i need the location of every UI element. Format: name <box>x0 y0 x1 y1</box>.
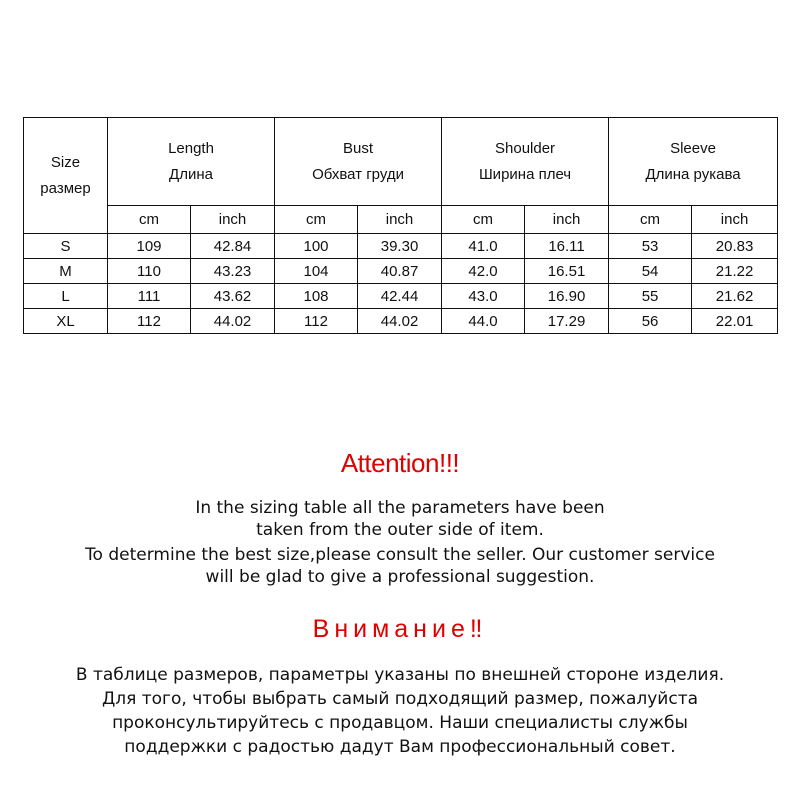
size-chart-table <box>23 117 778 334</box>
value-cell: 112 <box>108 309 191 334</box>
size-column-header <box>24 118 108 234</box>
unit-cell: inch <box>525 206 609 234</box>
value-cell: 108 <box>275 284 358 309</box>
size-cell: L <box>24 284 108 309</box>
sizing-note-ru-line: Для того, чтобы выбрать самый подходящий размер, пожалуйста <box>101 689 699 709</box>
shoulder-group-header <box>442 118 609 206</box>
sizing-note-ru-line: поддержки с радостью дадут Вам профессиональный совет. <box>124 737 676 757</box>
value-cell: 16.90 <box>525 284 609 309</box>
sizing-note-line: In the sizing table all the parameters have been <box>195 498 605 518</box>
size-header-ru: размер <box>40 179 91 197</box>
value-cell: 55 <box>609 284 692 309</box>
value-cell: 42.84 <box>191 234 275 259</box>
value-cell: 20.83 <box>692 234 778 259</box>
sleeve-header-en: Sleeve <box>670 139 716 157</box>
value-cell: 41.0 <box>442 234 525 259</box>
length-header-ru: Длина <box>169 165 213 183</box>
length-group-header <box>108 118 275 206</box>
value-cell: 17.29 <box>525 309 609 334</box>
value-cell: 44.02 <box>358 309 442 334</box>
table-header-row <box>24 118 778 206</box>
value-cell: 40.87 <box>358 259 442 284</box>
table-row <box>24 234 778 259</box>
unit-cell: cm <box>442 206 525 234</box>
value-cell: 104 <box>275 259 358 284</box>
table-row <box>24 284 778 309</box>
bust-header-en: Bust <box>343 139 374 157</box>
shoulder-header-ru: Ширина плеч <box>478 165 572 183</box>
bust-group-header <box>275 118 442 206</box>
sizing-note-en <box>0 497 800 541</box>
attention-heading-ru: Внимание‼ <box>312 615 488 643</box>
value-cell: 56 <box>609 309 692 334</box>
unit-cell: cm <box>108 206 191 234</box>
value-cell: 43.23 <box>191 259 275 284</box>
size-cell: S <box>24 234 108 259</box>
size-cell: XL <box>24 309 108 334</box>
table-row <box>24 309 778 334</box>
unit-cell: inch <box>692 206 778 234</box>
consult-note-line: will be glad to give a professional suggestion. <box>205 567 595 587</box>
value-cell: 100 <box>275 234 358 259</box>
table-row <box>24 259 778 284</box>
sizing-note-line: taken from the outer side of item. <box>256 520 544 540</box>
value-cell: 54 <box>609 259 692 284</box>
size-header-en: Size <box>50 153 81 171</box>
value-cell: 43.62 <box>191 284 275 309</box>
sleeve-header-ru: Длина рукава <box>645 165 741 183</box>
consult-note-en <box>0 544 800 588</box>
value-cell: 111 <box>108 284 191 309</box>
sizing-note-ru-line: проконсультируйтесь с продавцом. Наши специалисты службы <box>112 713 688 733</box>
sizing-note-ru-line: В таблице размеров, параметры указаны по внешней стороне изделия. <box>75 665 725 685</box>
unit-cell: inch <box>358 206 442 234</box>
value-cell: 16.11 <box>525 234 609 259</box>
unit-cell: cm <box>275 206 358 234</box>
value-cell: 44.0 <box>442 309 525 334</box>
consult-note-line: To determine the best size,please consult the seller. Our customer service <box>85 545 715 565</box>
value-cell: 21.62 <box>692 284 778 309</box>
value-cell: 22.01 <box>692 309 778 334</box>
sleeve-group-header <box>609 118 778 206</box>
shoulder-header-en: Shoulder <box>495 139 556 157</box>
bust-header-ru: Обхват груди <box>312 165 404 183</box>
unit-cell: cm <box>609 206 692 234</box>
value-cell: 112 <box>275 309 358 334</box>
value-cell: 44.02 <box>191 309 275 334</box>
value-cell: 109 <box>108 234 191 259</box>
unit-header-row <box>24 206 778 234</box>
attention-heading-en: Attention!!! <box>340 448 460 478</box>
unit-cell: inch <box>191 206 275 234</box>
sizing-note-ru <box>0 663 800 759</box>
value-cell: 21.22 <box>692 259 778 284</box>
value-cell: 42.0 <box>442 259 525 284</box>
value-cell: 110 <box>108 259 191 284</box>
size-cell: M <box>24 259 108 284</box>
value-cell: 53 <box>609 234 692 259</box>
length-header-en: Length <box>168 139 214 157</box>
value-cell: 16.51 <box>525 259 609 284</box>
value-cell: 42.44 <box>358 284 442 309</box>
value-cell: 39.30 <box>358 234 442 259</box>
value-cell: 43.0 <box>442 284 525 309</box>
